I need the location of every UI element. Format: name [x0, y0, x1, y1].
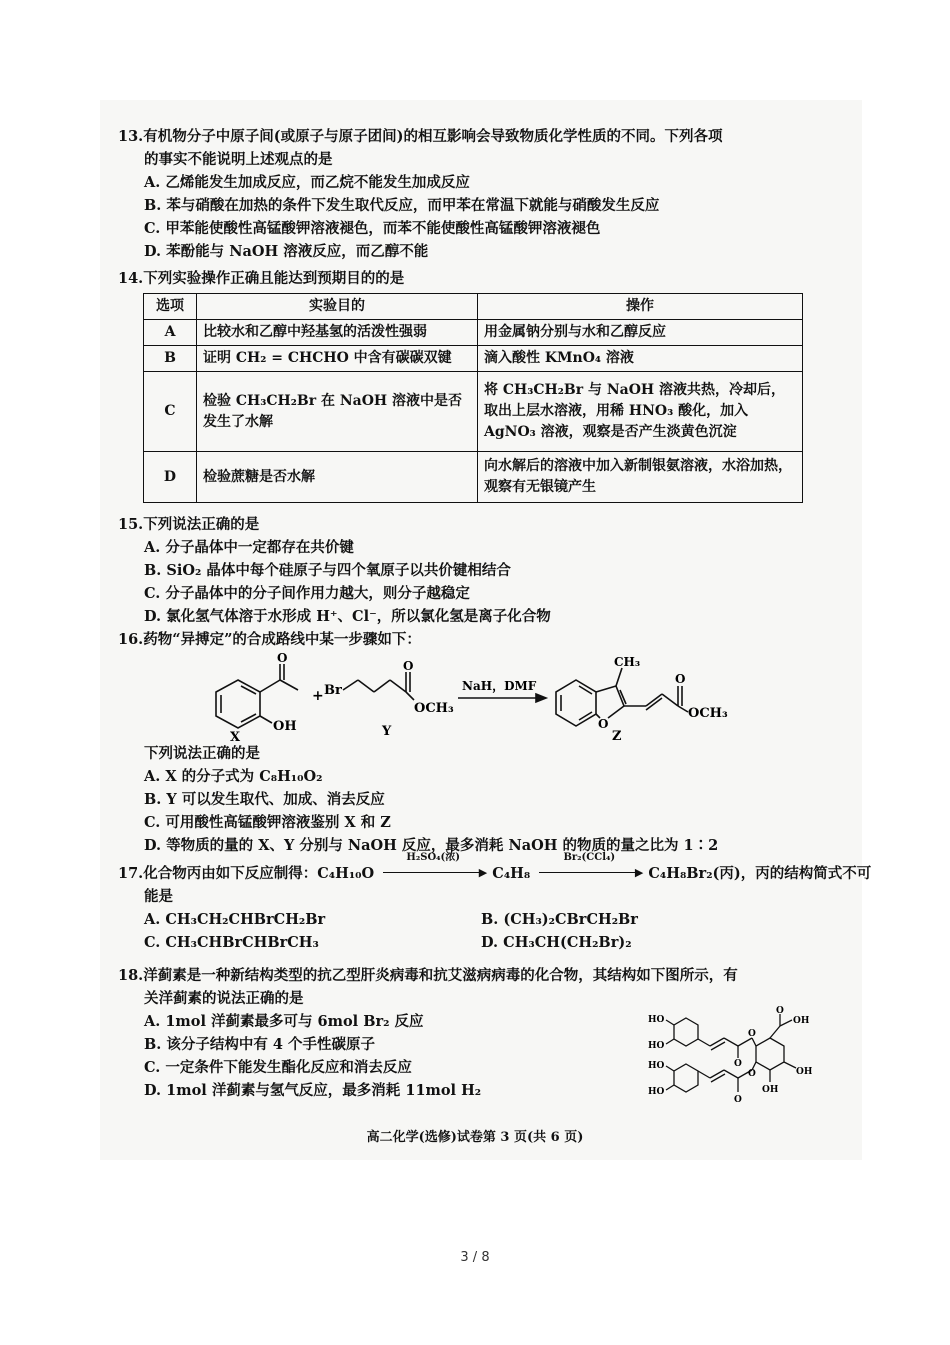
q15-option-a: A. 分子晶体中一定都存在共价键 [144, 539, 354, 556]
arrow-head: ▶ [634, 866, 644, 879]
o-label-2: O [748, 1029, 756, 1039]
ho-label-1: HO [648, 1015, 665, 1025]
x-label: X [230, 730, 241, 742]
y-br-label: Br [324, 683, 342, 698]
compound-y [343, 672, 414, 700]
table-row [144, 346, 803, 372]
x-carbonyl-o: O [277, 651, 288, 665]
q18-option-b: B. 该分子结构中有 4 个手性碳原子 [144, 1036, 376, 1053]
q16-reaction-scheme [200, 650, 760, 742]
question-14 [118, 267, 818, 290]
question-13 [118, 125, 818, 263]
row-operation: 用金属钠分别与水和乙醇反应 [478, 320, 803, 346]
compound-z [556, 668, 688, 726]
z-label: Z [612, 729, 622, 742]
question-17 [118, 852, 872, 954]
o-label-4: O [748, 1069, 756, 1079]
question-16-options [118, 742, 818, 857]
plus-sign: + [312, 688, 324, 704]
q13-option-b: B. 苯与硝酸在加热的条件下发生取代反应，而甲苯在常温下就能与硝酸发生反应 [144, 197, 660, 214]
oh-label-right: OH [796, 1067, 813, 1077]
q15-option-c: C. 分子晶体中的分子间作用力越大，则分子越稳定 [144, 585, 470, 602]
arrow-shaft [539, 872, 639, 873]
q18-option-c: C. 一定条件下能发生酯化反应和消去反应 [144, 1059, 412, 1076]
q17-arrow-1 [379, 852, 488, 885]
table-header-option: 选项 [144, 294, 197, 320]
reaction-arrow [458, 694, 546, 702]
o-label-3: O [734, 1095, 742, 1104]
oh-label-bottom: OH [762, 1085, 779, 1095]
y-label: Y [382, 724, 392, 739]
table-row [144, 452, 803, 503]
q16-stem: 16.药物“异搏定”的合成路线中某一步骤如下： [118, 631, 421, 648]
table-header-operation: 操作 [478, 294, 803, 320]
q17-option-b: B. (CH₃)₂CBrCH₂Br [481, 911, 638, 928]
q13-stem-cont: 的事实不能说明上述观点的是 [144, 151, 333, 168]
q18-stem-cont: 关洋蓟素的说法正确的是 [144, 990, 304, 1007]
q18-option-d: D. 1mol 洋蓟素与氢气反应，最多消耗 11mol H₂ [144, 1082, 482, 1099]
q17-stem-cont: 能是 [144, 888, 173, 905]
arrow-shaft [383, 872, 483, 873]
row-operation: 将 CH₃CH₂Br 与 NaOH 溶液共热，冷却后，取出上层水溶液，用稀 HNO₃ 酸化，加入 AgNO₃ 溶液，观察是否产生淡黄色沉淀 [478, 372, 803, 452]
q18-cynarin-structure [648, 1004, 818, 1104]
table-row [144, 320, 803, 346]
ho-label-4: HO [648, 1087, 665, 1097]
q16-option-d: D. 等物质的量的 X、Y 分别与 NaOH 反应，最多消耗 NaOH 的物质的量之比为 1∶2 [144, 837, 719, 854]
q15-option-d: D. 氯化氢气体溶于水形成 H⁺、Cl⁻，所以氯化氢是离子化合物 [144, 608, 551, 625]
q16-option-c: C. 可用酸性高锰酸钾溶液鉴别 X 和 Z [144, 814, 391, 831]
table-row [144, 372, 803, 452]
q17-mid: C₄H₈ [492, 865, 531, 882]
q15-stem: 15.下列说法正确的是 [118, 516, 260, 533]
z-och3-label: OCH₃ [688, 706, 728, 721]
arrow-head: ▶ [478, 866, 488, 879]
q17-option-d: D. CH₃CH(CH₂Br)₂ [481, 934, 632, 951]
z-ring-o: O [598, 717, 609, 731]
q17-options-row-1 [118, 908, 818, 931]
q16-sub-stem: 下列说法正确的是 [144, 745, 260, 762]
x-oh-label: OH [273, 719, 297, 734]
row-option: C [144, 372, 197, 452]
row-purpose: 证明 CH₂ = CHCHO 中含有碳碳双键 [197, 346, 478, 372]
y-carbonyl-o: O [403, 659, 414, 673]
q16-option-b: B. Y 可以发生取代、加成、消去反应 [144, 791, 385, 808]
q14-table [143, 293, 803, 503]
o-label-5: O [776, 1006, 784, 1016]
ho-label-3: HO [648, 1061, 665, 1071]
q17-option-a: A. CH₃CH₂CHBrCH₂Br [144, 911, 326, 928]
question-15 [118, 513, 818, 628]
q13-stem: 13.有机物分子中原子间(或原子与原子团间)的相互影响会导致物质化学性质的不同。下列各项 [118, 128, 723, 145]
z-carbonyl-o: O [675, 672, 686, 686]
q17-option-c: C. CH₃CHBrCHBrCH₃ [144, 934, 319, 951]
row-operation: 向水解后的溶液中加入新制银氨溶液，水浴加热，观察有无银镜产生 [478, 452, 803, 503]
q17-stem-pre: 17.化合物丙由如下反应制得：C₄H₁₀O [118, 865, 375, 882]
q13-option-a: A. 乙烯能发生加成反应，而乙烷不能发生加成反应 [144, 174, 470, 191]
cooh-oh-label: OH [793, 1016, 810, 1026]
q13-option-d: D. 苯酚能与 NaOH 溶液反应，而乙醇不能 [144, 243, 429, 260]
y-och3-label: OCH₃ [414, 701, 454, 716]
q17-options-row-2 [118, 931, 818, 954]
row-option: A [144, 320, 197, 346]
z-ch3-label: CH₃ [614, 655, 641, 669]
page-number: 3 / 8 [460, 1250, 490, 1265]
row-purpose: 比较水和乙醇中羟基氢的活泼性强弱 [197, 320, 478, 346]
structure-bonds [666, 1014, 796, 1092]
q17-condition-1: H₂SO₄(浓) [406, 852, 461, 863]
q17-arrow-2 [535, 852, 644, 885]
row-option: D [144, 452, 197, 503]
q17-stem-post: C₄H₈Br₂(丙)，丙的结构简式不可 [648, 865, 872, 882]
reagent-label: NaH，DMF [462, 679, 537, 693]
row-purpose: 检验蔗糖是否水解 [197, 452, 478, 503]
page-footer: 高二化学(选修)试卷第 3 页(共 6 页) [366, 1130, 584, 1145]
q17-condition-2: Br₂(CCl₄) [563, 852, 616, 863]
question-16 [118, 628, 818, 651]
q13-option-c: C. 甲苯能使酸性高锰酸钾溶液褪色，而苯不能使酸性高锰酸钾溶液褪色 [144, 220, 601, 237]
table-header-purpose: 实验目的 [197, 294, 478, 320]
ho-label-2: HO [648, 1041, 665, 1051]
q15-option-b: B. SiO₂ 晶体中每个硅原子与四个氧原子以共价键相结合 [144, 562, 511, 579]
table-header-row [144, 294, 803, 320]
q17-stem-line [118, 852, 872, 885]
row-option: B [144, 346, 197, 372]
q18-stem: 18.洋蓟素是一种新结构类型的抗乙型肝炎病毒和抗艾滋病病毒的化合物，其结构如下图所示，有 [118, 967, 738, 984]
q18-option-a: A. 1mol 洋蓟素最多可与 6mol Br₂ 反应 [144, 1013, 424, 1030]
o-label-1: O [734, 1059, 742, 1069]
q14-stem: 14.下列实验操作正确且能达到预期目的的是 [118, 270, 405, 287]
row-operation: 滴入酸性 KMnO₄ 溶液 [478, 346, 803, 372]
q16-option-a: A. X 的分子式为 C₈H₁₀O₂ [144, 768, 323, 785]
row-purpose: 检验 CH₃CH₂Br 在 NaOH 溶液中是否发生了水解 [197, 372, 478, 452]
